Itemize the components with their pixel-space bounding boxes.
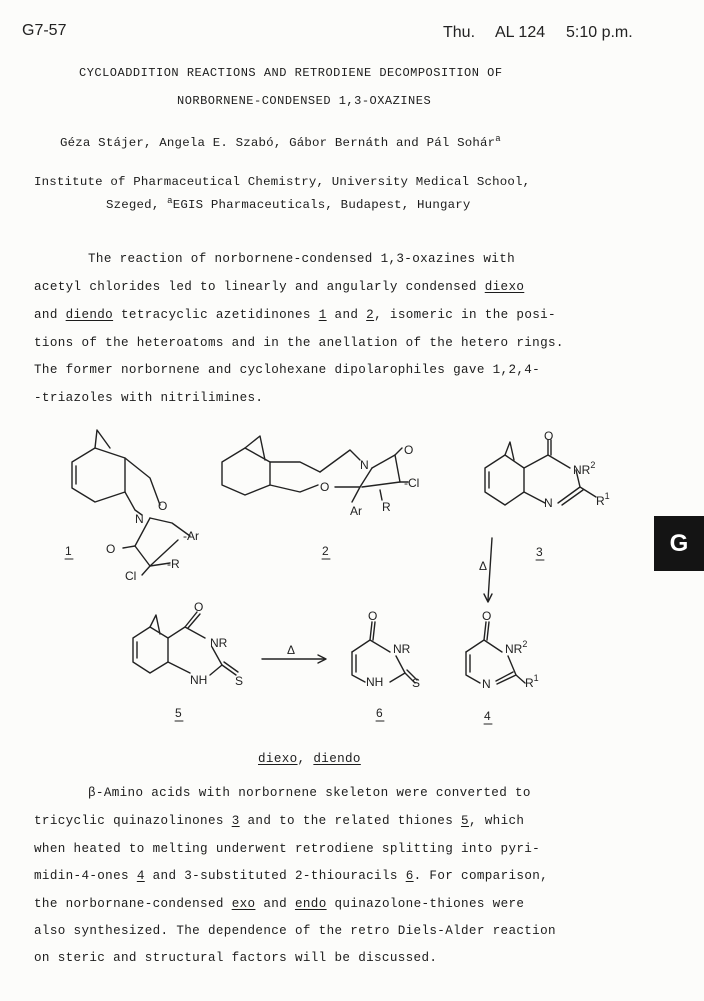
- substituent-label: $R^1$: [525, 673, 539, 690]
- paper-title-line2: NORBORNENE-CONDENSED 1,3-OXAZINES: [177, 94, 432, 108]
- separator: and: [388, 136, 427, 151]
- author-name: Angela E. Szabó: [159, 136, 274, 151]
- atom-label: N: [135, 512, 144, 526]
- atom-label: O: [368, 609, 378, 623]
- atom-label: O: [482, 609, 492, 623]
- atom-label: S: [412, 676, 421, 690]
- substituent-label: Cl: [125, 569, 137, 583]
- substituent-label: $R^1$: [596, 491, 610, 508]
- section-tab: G: [654, 516, 704, 571]
- affiliation-mark: a: [495, 134, 501, 144]
- affiliation-line1: Institute of Pharmaceutical Chemistry, University Medical School,: [34, 175, 531, 189]
- compound-5-structure: [133, 600, 243, 721]
- compound-2-structure: [222, 436, 419, 559]
- abstract-line: the norbornane-condensed exo and endo quinazolone-thiones were: [34, 897, 525, 911]
- compound-number: 6: [376, 706, 383, 720]
- delta-symbol: Δ: [479, 559, 488, 573]
- compound-number: 1: [65, 544, 72, 558]
- atom-label: O: [320, 480, 330, 494]
- compound-number: 4: [484, 709, 491, 723]
- atom-label: O: [404, 443, 414, 457]
- atom-label: O: [106, 542, 116, 556]
- substituent-label: R: [382, 500, 391, 514]
- abstract-line: acetyl chlorides led to linearly and angularly condensed diexo: [34, 280, 525, 294]
- delta-symbol: Δ: [287, 643, 296, 657]
- abstract-line: also synthesized. The dependence of the retro Diels-Alder reaction: [34, 924, 556, 938]
- session-time: 5:10 p.m.: [566, 24, 633, 41]
- atom-label: $NR^2$: [505, 639, 528, 656]
- atom-label: O: [544, 429, 554, 443]
- compound-1-structure: [65, 430, 199, 583]
- atom-label: N: [360, 458, 369, 472]
- paper-title-line1: CYCLOADDITION REACTIONS AND RETRODIENE DECOMPOSITION OF: [79, 66, 503, 80]
- author-name: Géza Stájer: [60, 136, 144, 151]
- abstract-line: tions of the heteroatoms and in the anellation of the hetero rings.: [34, 336, 564, 350]
- abstract-line: on steric and structural factors will be discussed.: [34, 951, 438, 965]
- affiliation-company: EGIS Pharmaceuticals, Budapest, Hungary: [172, 198, 471, 213]
- abstract-line: The reaction of norbornene-condensed 1,3-oxazines with: [88, 252, 516, 266]
- abstract-line: β-Amino acids with norbornene skeleton were converted to: [88, 786, 531, 800]
- abstract-line: and diendo tetracyclic azetidinones 1 and 2, isomeric in the posi-: [34, 308, 556, 322]
- abstract-line: tricyclic quinazolinones 3 and to the related thiones 5, which: [34, 814, 525, 828]
- compound-4-structure: [466, 609, 539, 724]
- scheme-caption: diexo, diendo: [258, 752, 361, 766]
- author-name: Pál Sohár: [426, 136, 496, 151]
- compound-3-structure: [485, 429, 610, 560]
- atom-label: NR: [393, 642, 411, 656]
- author-name: Gábor Bernáth: [289, 136, 389, 151]
- affiliation-mark: a: [167, 196, 173, 206]
- session-code: G7-57: [22, 22, 67, 39]
- atom-label: N: [482, 677, 491, 691]
- atom-label: NH: [190, 673, 208, 687]
- atom-label: N: [544, 496, 553, 510]
- compound-6-structure: [352, 609, 420, 721]
- separator: ,: [273, 136, 290, 151]
- atom-label: O: [158, 499, 168, 513]
- session-room: AL 124: [495, 24, 546, 41]
- abstract-line: -triazoles with nitrilimines.: [34, 391, 264, 405]
- abstract-line: The former norbornene and cyclohexane dipolarophiles gave 1,2,4-: [34, 363, 541, 377]
- substituent-label: Ar: [350, 504, 362, 518]
- atom-label: $NR^2$: [573, 460, 596, 477]
- compound-number: 5: [175, 706, 182, 720]
- atom-label: S: [235, 674, 244, 688]
- atom-label: O: [194, 600, 204, 614]
- atom-label: NR: [210, 636, 228, 650]
- reaction-arrow: [488, 538, 492, 600]
- substituent-label: -Cl: [404, 476, 420, 490]
- abstract-line: when heated to melting underwent retrodiene splitting into pyri-: [34, 842, 541, 856]
- compound-number: 3: [536, 545, 543, 559]
- atom-label: NH: [366, 675, 384, 689]
- substituent-label: -Ar: [183, 529, 199, 543]
- substituent-label: -R: [167, 557, 180, 571]
- compound-number: 2: [322, 544, 329, 558]
- separator: ,: [144, 136, 160, 151]
- affiliation-city: Szeged,: [106, 198, 168, 213]
- session-day: Thu.: [443, 24, 476, 41]
- abstract-line: midin-4-ones 4 and 3-substituted 2-thiouracils 6. For comparison,: [34, 869, 549, 883]
